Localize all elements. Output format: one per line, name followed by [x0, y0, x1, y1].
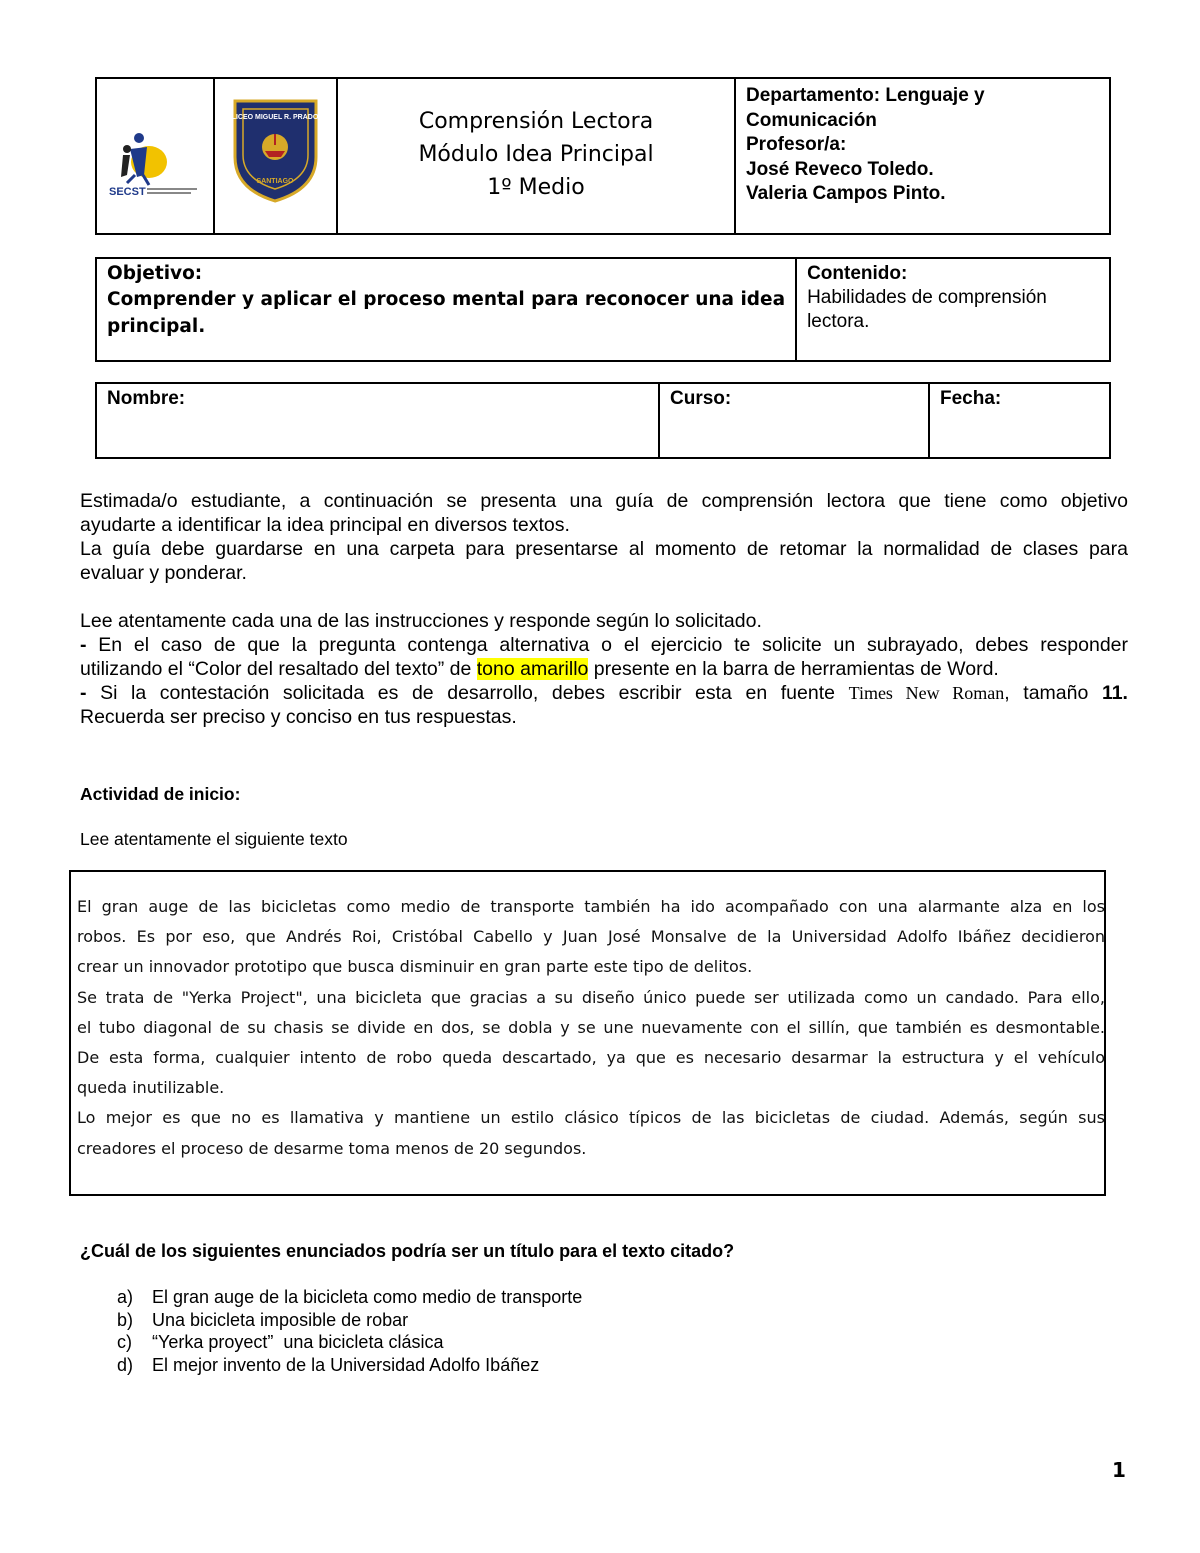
passage-line: crear un innovador prototipo que busca disminuir en gran parte este tipo de delitos.: [77, 957, 753, 977]
department-line: Comunicación: [746, 109, 877, 131]
bullet-dash: -: [80, 682, 87, 704]
logo-left-text: SECST: [109, 186, 146, 198]
option-letter: b): [117, 1309, 134, 1330]
passage-line: el tubo diagonal de su chasis se divide en dos, se dobla y se une nuevamente con el sillín, que también es desmontable.: [77, 1017, 1105, 1037]
bullet-text: , tamaño: [1004, 682, 1089, 704]
grade-level: 1º Medio: [487, 175, 585, 200]
figure2-head: [123, 145, 131, 153]
highlighted-text: tono amarillo: [476, 658, 589, 680]
shield-top-text: LICEO MIGUEL R. PRADO: [231, 114, 319, 121]
bullet-text: En el caso de que la pregunta contenga alternativa o el ejercicio te solicite un subrayado, debes responder: [98, 634, 1129, 656]
date-label: Fecha:: [940, 388, 1002, 409]
answer-option-b[interactable]: [117, 1309, 582, 1332]
activity-title: Actividad de inicio:: [80, 784, 241, 804]
name-label: Nombre:: [107, 388, 186, 409]
option-text: El mejor invento de la Universidad Adolfo Ibáñez: [152, 1354, 540, 1375]
reading-passage: [77, 892, 1105, 1164]
option-letter: d): [117, 1354, 134, 1375]
figure-head: [134, 133, 144, 143]
option-text: Una bicicleta imposible de robar: [152, 1309, 409, 1330]
module-title: Módulo Idea Principal: [418, 142, 654, 167]
bullet-text: Si la contestación solicitada es de desarrollo, debes escribir esta en fuente: [100, 682, 835, 704]
teacher-label: Profesor/a:: [746, 134, 847, 155]
department-cell: [735, 78, 1110, 234]
page-number: 1: [1112, 1458, 1126, 1482]
passage-line: queda inutilizable.: [77, 1078, 225, 1098]
course-field[interactable]: [659, 383, 929, 458]
bullet-text: utilizando el “Color del resaltado del texto” de: [80, 658, 472, 680]
intro-paragraph: La guía debe guardarse en una carpeta para presentarse al momento de retomar la normalidad de clases para: [80, 538, 1128, 560]
option-letter: a): [117, 1287, 134, 1307]
reading-passage-box: [69, 870, 1106, 1196]
objective-text: principal.: [107, 316, 206, 337]
passage-line: Lo mejor es que no es llamativa y mantiene un estilo clásico típicos de las bicicletas de ciudad. Además, según sus: [77, 1108, 1105, 1128]
passage-line: creadores el proceso de desarme toma menos de 20 segundos.: [77, 1138, 587, 1158]
instruction-bullet-cont: [80, 657, 1128, 681]
course-label: Curso:: [670, 388, 732, 409]
passage-line: Se trata de "Yerka Project", una bicicleta que gracias a su diseño único puede ser utilizada como un candado. Para ello,: [77, 987, 1105, 1007]
secst-logo: [97, 79, 213, 228]
instructions-paragraph: Lee atentamente cada una de las instrucciones y responde según lo solicitado.: [80, 610, 762, 632]
department-line: Departamento: Lenguaje y: [746, 85, 985, 106]
doc-title: Comprensión Lectora: [418, 109, 654, 134]
option-letter: c): [117, 1332, 132, 1352]
intro-paragraph: evaluar y ponderar.: [80, 562, 247, 584]
passage-line: De esta forma, cualquier intento de robo queda descartado, ya que es necesario desarmar la estructura y el vehículo: [77, 1048, 1105, 1068]
name-field[interactable]: [96, 383, 659, 458]
option-text: “Yerka proyect” una bicicleta clásica: [152, 1332, 444, 1352]
logo-tagline-line: [147, 188, 197, 190]
objective-table: [95, 257, 1111, 362]
objective-label: Objetivo:: [107, 263, 203, 284]
reminder-paragraph: Recuerda ser preciso y conciso en tus respuestas.: [80, 706, 517, 728]
teacher-name: José Reveco Toledo.: [746, 158, 934, 180]
intro-paragraph: Estimada/o estudiante, a continuación se presenta una guía de comprensión lectora que tiene como objetivo: [80, 490, 1128, 512]
teacher-name: Valeria Campos Pinto.: [746, 183, 946, 204]
objective-text: Comprender y aplicar el proceso mental para reconocer una idea: [107, 289, 786, 310]
answer-option-a[interactable]: [117, 1286, 582, 1309]
option-text: El gran auge de la bicicleta como medio de transporte: [152, 1287, 583, 1307]
header-table: [95, 77, 1111, 235]
content-cell: [796, 258, 1110, 361]
secst-logo-cell: [96, 78, 214, 234]
objective-cell: [96, 258, 796, 361]
logo-tagline-line: [147, 192, 191, 194]
title-cell: [337, 78, 735, 234]
font-size-value: 11.: [1101, 682, 1128, 704]
question-text: ¿Cuál de los siguientes enunciados podría ser un título para el texto citado?: [80, 1241, 735, 1261]
instruction-bullet: [80, 681, 1128, 705]
shield-bottom-text: SANTIAGO: [256, 178, 294, 185]
liceo-shield-logo: [215, 79, 336, 228]
content-label: Contenido:: [807, 263, 908, 284]
activity-instruction: Lee atentamente el siguiente texto: [80, 829, 348, 849]
content-text: Habilidades de comprensión lectora.: [807, 287, 1047, 332]
instruction-bullet: [80, 633, 1128, 657]
font-name: Times New Roman: [848, 683, 1005, 703]
intro-paragraph: ayudarte a identificar la idea principal en diversos textos.: [80, 514, 570, 536]
date-field[interactable]: [929, 383, 1110, 458]
bullet-text: presente en la barra de herramientas de Word.: [593, 658, 999, 680]
figure2-body: [121, 155, 130, 177]
answer-option-d[interactable]: [117, 1354, 582, 1377]
passage-line: robos. Es por eso, que Andrés Roi, Cristóbal Cabello y Juan José Monsalve de la Universidad Adolfo Ibáñez decidieron: [77, 927, 1105, 947]
answer-option-c[interactable]: [117, 1331, 582, 1354]
student-info-table: [95, 382, 1111, 459]
intro-section: [80, 489, 1128, 729]
bullet-dash: -: [80, 634, 87, 656]
passage-line: El gran auge de las bicicletas como medio de transporte también ha ido acompañado con una alarmante alza en los: [77, 897, 1105, 916]
answer-options: [117, 1286, 582, 1376]
liceo-logo-cell: [214, 78, 337, 234]
